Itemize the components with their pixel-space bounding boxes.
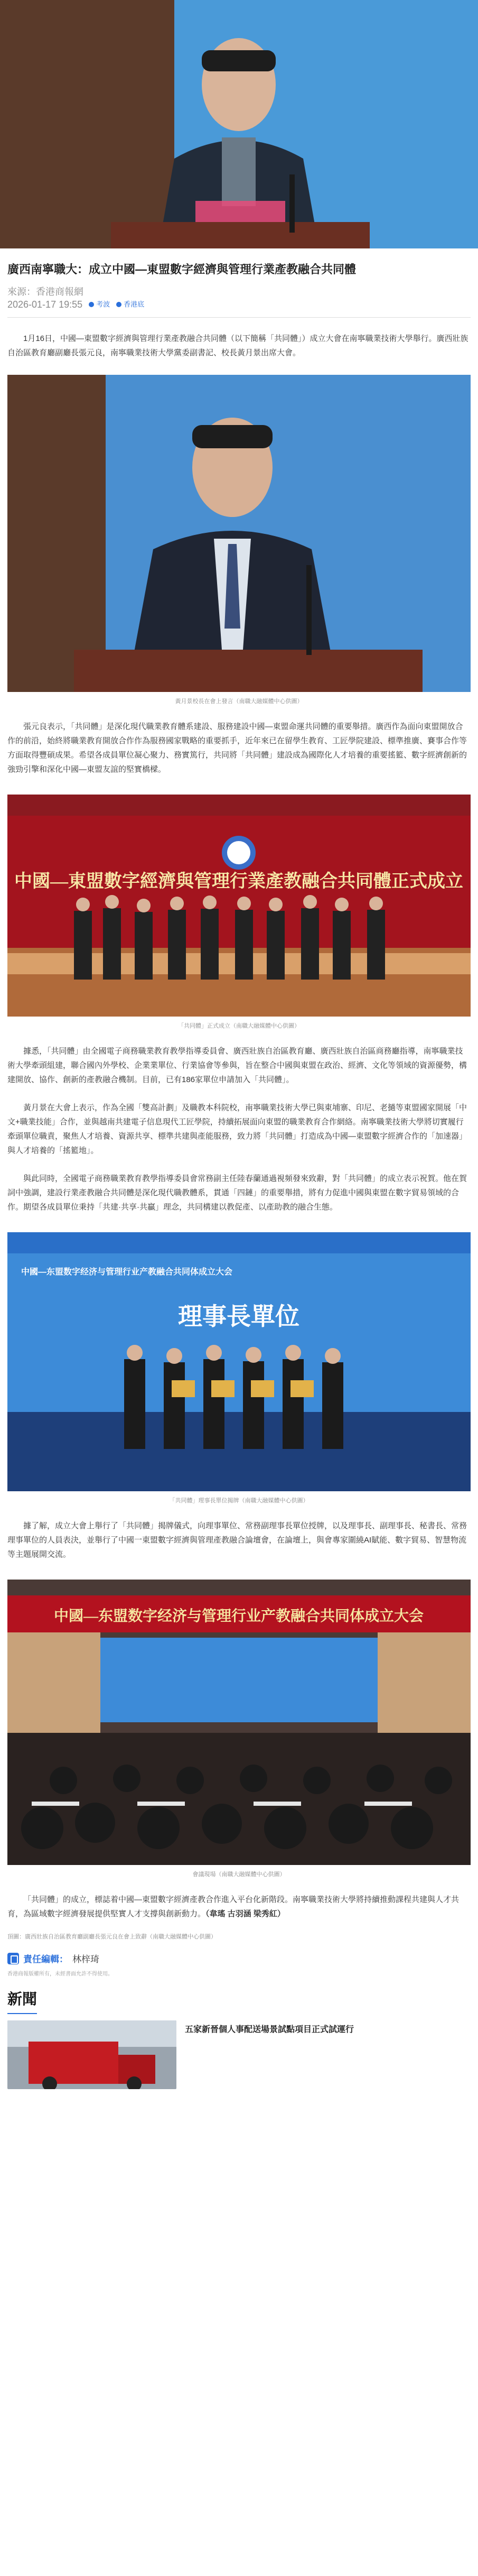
photo-group xyxy=(0,795,478,1017)
venue-photo xyxy=(0,1580,478,1865)
banner-text-3: 中國—东盟数字经济与管理行业产教融合共同体成立大会 xyxy=(53,1608,424,1624)
council-photo xyxy=(0,1232,478,1491)
banner-text-1: 中國—東盟數字經濟與管理行業產教融合共同體正式成立 xyxy=(14,872,463,891)
paragraph-2: 張元良表示，「共同體」是深化現代職業教育體系建設、服務建設中國—東盟命運共同體的重要舉措。廣西作為面向東盟開放合作的前沿，始終將職業教育開放合作作為服務國家戰略的重要抓手，近年來已在留學生教育、工匠學院建設、標準推廣、賽事合作等方面取得豐碩成果。希望各成員單位凝心聚力、務實篤行，共同將「共同體」建設成為國際化人才培養的重要搖籃、數字經濟創新的強勁引擎和深化中國—東盟友誼的堅實橋樑。 xyxy=(7,722,467,774)
banner-text-2: 理事長單位 xyxy=(178,1303,299,1330)
group-photo xyxy=(0,795,478,1017)
paragraph-4: 黃月景在大會上表示，作為全國「雙高計劃」及職教本科院校，南寧職業技術大學已與東埔寨、印尼、老撾等東盟國家開展「中文+職業技能」合作，並與越南共建電子信息現代工匠學院，持續拓展面向東盟的職業教育合作網絡。南寧職業技術大學將切實履行牽頭單位職責，聚焦人才培養、資源共享、標準共建與產能服務，致力將「共同體」打造成為中國—東盟數字經濟合作的「加速器」與人才培養的「搖籃地」。 xyxy=(7,1103,467,1155)
editor-label: 責任編輯： xyxy=(23,1954,68,1964)
photo-venue xyxy=(0,1580,478,1865)
paragraph-5: 與此同時，全國電子商務職業教育教學指導委員會常務副主任陸春蘭通過視頻發來致辭，對「共同體」的成立表示祝賀。他在賀詞中強調，建設行業產教融合共同體是深化現代職教體系，貫通「四鏈」的重要舉措，將有力促進中國與東盟在數字貿易領域的合作。期望各成員單位秉持「共建·共享·共贏」理念，共同構建以教促產、以產助教的融合生態。 xyxy=(7,1174,467,1212)
news-thumbnail xyxy=(7,2020,176,2089)
speaker-photo-2 xyxy=(0,375,478,692)
photo-council xyxy=(0,1232,478,1491)
banner-text-3-small: 中國—东盟数字经济与管理行业产教融合共同体成立大会 xyxy=(21,1268,233,1277)
paragraph-6: 據了解，成立大會上舉行了「共同體」揭牌儀式，向理事單位、常務副理事長單位授牌，以及理事長、副理事長、秘書長、常務理事單位的人員表決，並舉行了中國一東盟數字經濟與管理產教融合論壇會，在論壇上，與會專家圍繞AI賦能、數字貿易、智慧物流等主題展開交流。 xyxy=(7,1521,467,1559)
editor-icon xyxy=(7,1953,19,1964)
eye-icon xyxy=(89,302,94,307)
article-datetime: 2026-01-17 19:55 xyxy=(7,299,83,310)
article-title: 廣西南寧職大：成立中國—東盟數字經濟與管理行業產教融合共同體 xyxy=(7,263,357,276)
meta-row xyxy=(7,298,471,311)
paragraph-1: 1月16日，中國—東盟數字經濟與管理行業產教融合共同體（以下簡稱「共同體」）成立大會在南寧職業技術大學舉行。廣西壯族自治區教育廳副廳長張元良，南寧職業技術大學黨委副書記、校長黃月景出席大會。 xyxy=(7,334,468,357)
photo-caption-4: 會議現場（南職大融媒體中心供圖） xyxy=(192,1871,286,1878)
photo-caption-3: 「共同體」理事長單位揭牌（南職大融媒體中心供圖） xyxy=(169,1498,309,1504)
related-news-item[interactable] xyxy=(0,2014,478,2095)
article-meta xyxy=(0,285,478,311)
speaker-photo-1 xyxy=(0,0,478,248)
article-authors: （韋瑤 古羽涵 梁秀紅） xyxy=(205,1909,285,1918)
related-section-title: 新聞 xyxy=(7,1991,38,2007)
article-source: 來源：香港商報網 xyxy=(7,287,83,297)
paragraph-7-text: 「共同體」的成立，標誌着中國—東盟數字經濟產教合作進入平台化新階段。南寧職業技術大學將持續推動課程共建與人才共育，為區域數字經濟發展提供堅實人才支撐與創新動力。 xyxy=(7,1895,460,1918)
photo-speaker-2 xyxy=(0,375,478,692)
paragraph-3: 據悉，「共同體」由全國電子商務職業教育教學指導委員會、廣西壯族自治區教育廳、廣西壯族自治區商務廳指導，南寧職業技術大學牽頭組建，聯合國內外學校、企業業單位、行業協會等參與，旨在整合中國與東盟在政治、經濟、文化等領域的資源優勢，構建開放、協作、創新的產教融合機制。目前，已有186家單位申請加入「共同體」。 xyxy=(7,1047,467,1084)
paragraph-7 xyxy=(0,1892,478,1921)
photo-caption-2: 「共同體」正式成立（南職大融媒體中心供圖） xyxy=(178,1023,300,1029)
meta-divider xyxy=(7,317,471,318)
news-title: 五家新晉個人事配送場景試點項目正式試運行 xyxy=(185,2025,354,2034)
editor-name: 林梓琦 xyxy=(72,1954,99,1964)
share-action[interactable]: 香港底 xyxy=(116,298,144,311)
editor-line xyxy=(0,1952,478,1965)
hero-photo xyxy=(0,0,478,248)
news-thumb-image xyxy=(7,2020,176,2089)
top-photo-footnote: 頂圖：廣西壯族自治區教育廳副廳長張元良在會上致辭（南職大融媒體中心供圖） xyxy=(7,1934,217,1940)
copyright-disclaimer: 香港商報版權所有，未經書面允許不得使用。 xyxy=(7,1971,113,1977)
share-icon xyxy=(116,302,121,307)
read-action[interactable]: 考波 xyxy=(89,298,110,311)
photo-caption-1: 黃月景校長在會上發言（南職大融媒體中心供圖） xyxy=(175,698,303,705)
